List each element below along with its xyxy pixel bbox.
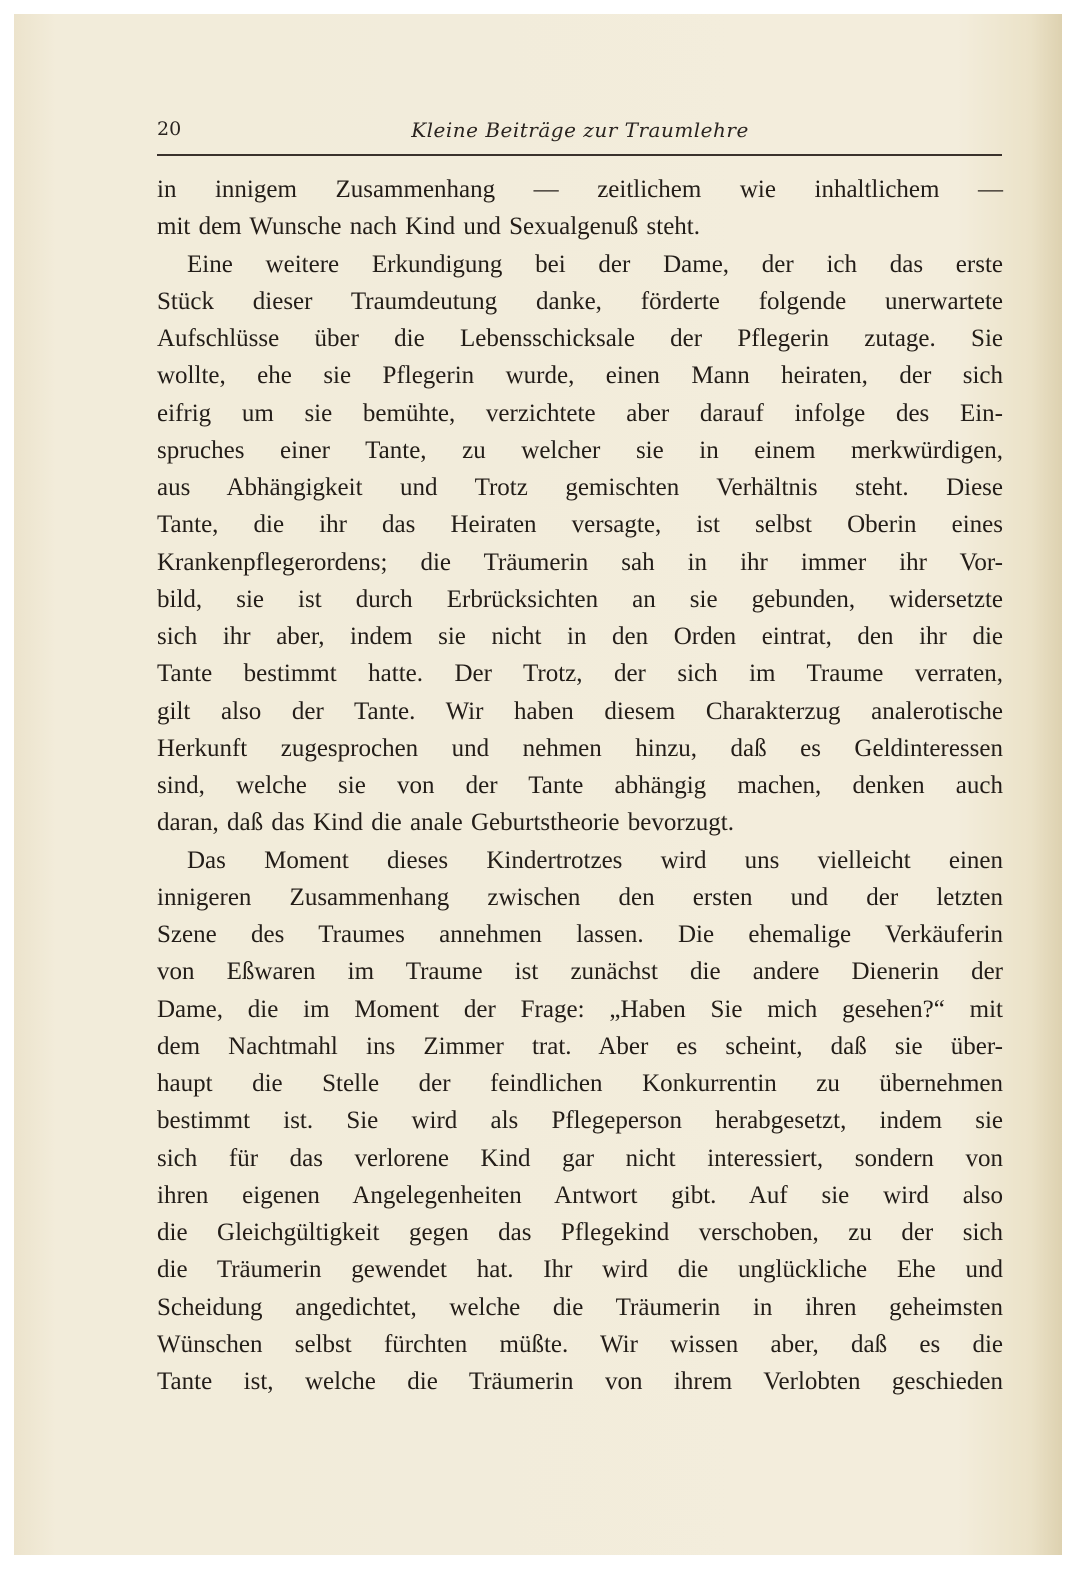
text-line: in innigem Zusammenhang — zeitlichem wie inhaltlichem —: [157, 176, 1003, 203]
text-line: bestimmt ist. Sie wird als Pflegeperson herabgesetzt, indem sie: [157, 1107, 1003, 1135]
body-text: [157, 171, 1003, 1400]
text-line: sind, welche sie von der Tante abhängig machen, denken auch: [157, 772, 1003, 799]
text-line: Herkunft zugesprochen und nehmen hinzu, daß es Geldinteressen: [157, 734, 1003, 762]
text-line: gilt also der Tante. Wir haben diesem Charakterzug analerotische: [157, 697, 1003, 725]
page-number: 20: [157, 118, 182, 140]
text-line: mit dem Wunsche nach Kind und Sexualgenuß steht.: [157, 213, 700, 241]
text-line: Tante, die ihr das Heiraten versagte, ist selbst Oberin eines: [157, 511, 1003, 539]
text-line: ihren eigenen Angelegenheiten Antwort gibt. Auf sie wird also: [157, 1181, 1003, 1209]
text-line: innigeren Zusammenhang zwischen den ersten und der letzten: [157, 883, 1003, 911]
text-line: Eine weitere Erkundigung bei der Dame, der ich das erste: [187, 250, 1003, 278]
page-header: [157, 118, 1003, 146]
text-line: Das Moment dieses Kindertrotzes wird uns vielleicht einen: [187, 846, 1003, 874]
text-line: Scheidung angedichtet, welche die Träumerin in ihren geheimsten: [157, 1293, 1003, 1321]
text-line: die Gleichgültigkeit gegen das Pflegekind verschoben, zu der sich: [157, 1219, 1003, 1246]
text-line: sich für das verlorene Kind gar nicht interessiert, sondern von: [157, 1144, 1003, 1172]
text-line: aus Abhängigkeit und Trotz gemischten Verhältnis steht. Diese: [157, 474, 1003, 501]
text-line: Stück dieser Traumdeutung danke, förderte folgende unerwartete: [157, 287, 1003, 315]
text-line: Tante bestimmt hatte. Der Trotz, der sich im Traume verraten,: [157, 660, 1003, 688]
text-line: bild, sie ist durch Erbrücksichten an sie gebunden, widersetzte: [157, 585, 1003, 613]
text-line: Dame, die im Moment der Frage: „Haben Sie mich gesehen?“ mit: [157, 995, 1003, 1023]
text-line: Krankenpflegerordens; die Träumerin sah in ihr immer ihr Vor-: [157, 548, 1003, 576]
book-page: [14, 14, 1062, 1555]
running-title: Kleine Beiträge zur Traumlehre: [411, 118, 749, 142]
text-line: von Eßwaren im Traume ist zunächst die andere Dienerin der: [157, 958, 1003, 986]
text-line: wollte, ehe sie Pflegerin wurde, einen Mann heiraten, der sich: [157, 362, 1003, 390]
text-line: Szene des Traumes annehmen lassen. Die ehemalige Verkäuferin: [157, 921, 1003, 948]
text-line: eifrig um sie bemühte, verzichtete aber darauf infolge des Ein-: [157, 399, 1003, 427]
text-line: Aufschlüsse über die Lebensschicksale der Pflegerin zutage. Sie: [157, 325, 1003, 352]
text-line: spruches einer Tante, zu welcher sie in einem merkwürdigen,: [157, 436, 1003, 464]
text-line: daran, daß das Kind die anale Geburtstheorie bevorzugt.: [157, 809, 734, 837]
text-line: haupt die Stelle der feindlichen Konkurrentin zu übernehmen: [157, 1070, 1003, 1097]
text-line: Wünschen selbst fürchten müßte. Wir wissen aber, daß es die: [157, 1330, 1003, 1358]
text-line: die Träumerin gewendet hat. Ihr wird die unglückliche Ehe und: [157, 1256, 1003, 1284]
header-rule: [157, 154, 1002, 156]
text-line: dem Nachtmahl ins Zimmer trat. Aber es scheint, daß sie über-: [157, 1032, 1003, 1060]
text-line: Tante ist, welche die Träumerin von ihrem Verlobten geschieden: [157, 1368, 1003, 1395]
text-line: sich ihr aber, indem sie nicht in den Orden eintrat, den ihr die: [157, 623, 1003, 650]
